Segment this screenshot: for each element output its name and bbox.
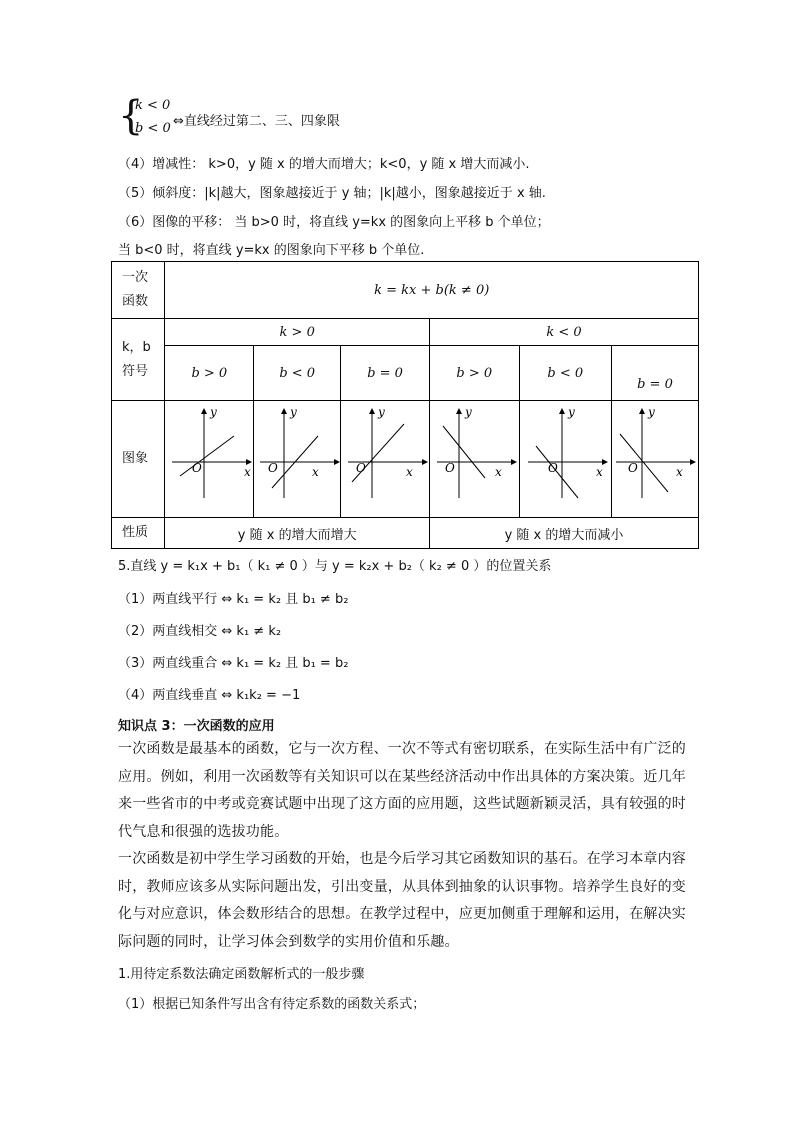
linear-function-table (111, 261, 699, 549)
origin-label: O (548, 461, 559, 475)
property-decreasing: y 随 x 的增大而减小 (429, 518, 698, 549)
property-6: （6）图像的平移： 当 b>0 时，将直线 y=kx 的图象向上平移 b 个单位； (118, 215, 550, 230)
row-head-sign: k，b符号 (112, 319, 165, 401)
axis-x-label: x (596, 465, 604, 479)
kp3-paragraph-1: 一次函数是最基本的函数，它与一次方程、一次不等式有密切联系，在实际生活中有广泛的应用。例如，利用一次函数等有关知识可以在某些经济活动中作出具体的方案决策。近几年来一些省市的中考或竞赛试题中出现了这方面的应用题，这些试题新颖灵活，具有较强的时代气息和很强的选拔功能。 (118, 741, 686, 840)
row-head-graph: 图象 (112, 401, 165, 518)
section5-item-1: （1）两直线平行 ⇔ k₁ = k₂ 且 b₁ ≠ b₂ (118, 592, 349, 607)
graph-cell-2 (254, 401, 341, 518)
function-formula: k = kx + b(k ≠ 0) (165, 262, 699, 319)
graph-cell-5 (519, 401, 611, 518)
axis-y-label: y (378, 405, 385, 419)
axis-y-label: y (290, 405, 297, 419)
row-head-function: 一次函数 (112, 262, 165, 319)
axis-x-label: x (495, 465, 503, 479)
origin-label: O (356, 461, 366, 475)
origin-label: O (192, 461, 203, 475)
kp3-title: 知识点 3：一次函数的应用 (118, 719, 275, 734)
axis-y-label: y (465, 405, 473, 419)
graph-cell-6 (611, 401, 698, 518)
property-5: （5）倾斜度：|k|越大，图象越接近于 y 轴；|k|越小，图象越接近于 x 轴. (118, 186, 546, 201)
b-case-5: b < 0 (519, 346, 611, 401)
origin-label: O (445, 461, 456, 475)
property-4: （4）增减性： k>0，y 随 x 的增大而增大；k<0，y 随 x 增大而减小. (118, 157, 530, 172)
graph-cell-3 (341, 401, 430, 518)
left-brace: { (118, 93, 144, 139)
b-case-6: b = 0 (611, 346, 698, 401)
section5-title: 5.直线 y = k₁x + b₁（ k₁ ≠ 0 ）与 y = k₂x + b₂（ k₂ ≠ 0 ）的位置关系 (118, 559, 552, 574)
graph-k-pos-b-zero (342, 402, 428, 512)
b-case-2: b < 0 (254, 346, 341, 401)
graph-cell-4 (429, 401, 519, 518)
axis-x-label: x (312, 465, 319, 479)
graph-k-pos-b-pos (166, 402, 252, 512)
graph-k-neg-b-zero (612, 402, 698, 512)
graph-cell-1 (165, 401, 254, 518)
kp3-step-1: （1）根据已知条件写出含有待定系数的函数关系式； (118, 997, 426, 1012)
axis-y-label: y (568, 405, 576, 419)
graph-k-neg-b-pos (431, 402, 517, 512)
kp3-paragraph-2: 一次函数是初中学生学习函数的开始，也是今后学习其它函数知识的基石。在学习本章内容时，教师应该多从实际问题出发，引出变量，从具体到抽象的认识事物。培养学生良好的变化与对应意识，体会数形结合的思想。在教学过程中，应更加侧重于理解和运用，在解决实际问题的同时，让学习体会到数学的实用价值和乐趣。 (118, 851, 686, 950)
section5-item-4: （4）两直线垂直 ⇔ k₁k₂ = −1 (118, 688, 301, 703)
graph-k-pos-b-neg (254, 402, 340, 512)
graph-k-neg-b-neg (522, 402, 608, 512)
axis-x-label: x (244, 465, 252, 479)
b-case-4: b > 0 (429, 346, 519, 401)
b-case-1: b > 0 (165, 346, 254, 401)
row-head-property: 性质 (112, 518, 165, 549)
axis-x-label: x (406, 465, 413, 479)
property-6-continued: 当 b<0 时，将直线 y=kx 的图象向下平移 b 个单位. (118, 243, 425, 258)
system-result: ⇔直线经过第二、三、四象限 (173, 114, 340, 129)
axis-y-label: y (647, 405, 655, 419)
system-eq-1: k < 0 (135, 98, 171, 113)
section5-item-2: （2）两直线相交 ⇔ k₁ ≠ k₂ (118, 624, 282, 639)
axis-x-label: x (675, 465, 683, 479)
property-increasing: y 随 x 的增大而增大 (165, 518, 430, 549)
origin-label: O (268, 461, 279, 475)
axis-y-label: y (210, 405, 218, 419)
system-eq-2: b < 0 (135, 121, 171, 136)
k-positive-header: k > 0 (165, 319, 430, 346)
b-case-3: b = 0 (341, 346, 430, 401)
origin-label: O (627, 461, 638, 475)
kp3-step-title: 1.用待定系数法确定函数解析式的一般步骤 (118, 967, 365, 982)
k-negative-header: k < 0 (429, 319, 698, 346)
section5-item-3: （3）两直线重合 ⇔ k₁ = k₂ 且 b₁ = b₂ (118, 656, 349, 671)
